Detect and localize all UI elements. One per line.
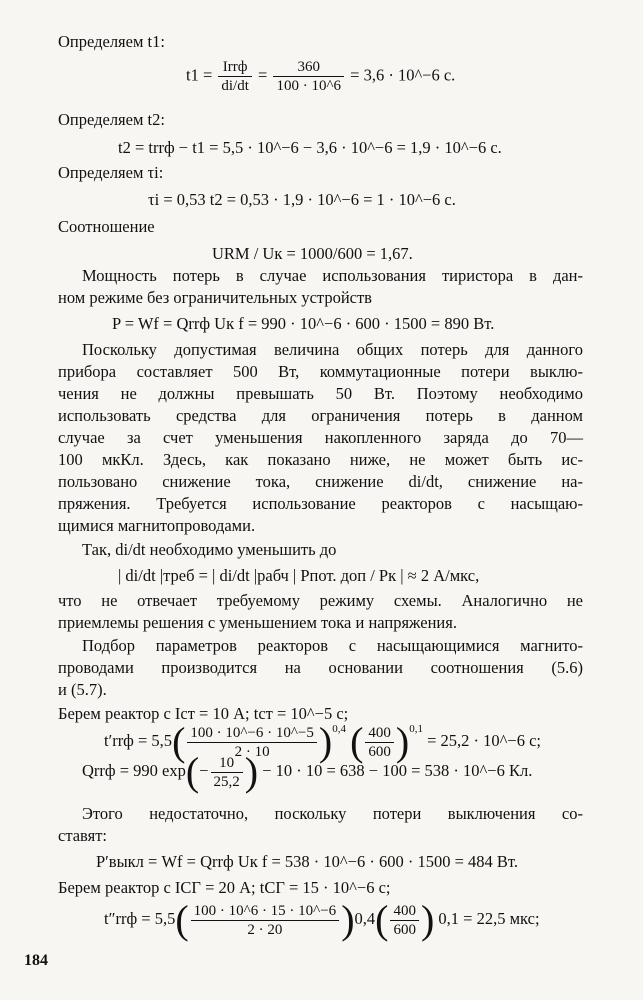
- paragraph-line: Подбор параметров реакторов с насыщающимися магнито-: [82, 636, 583, 655]
- paragraph-line: пряжения. Требуется использование реакторов с насыщаю-: [58, 494, 583, 513]
- paragraph-line: Этого недостаточно, поскольку потери выключения со-: [82, 804, 583, 823]
- paragraph-line: приемлемы решения с уменьшением тока и напряжения.: [58, 613, 457, 632]
- paragraph-line: щимися магнитопроводами.: [58, 516, 256, 535]
- text-line: Соотношение: [58, 217, 155, 236]
- fraction: $\frac{\text{Irrф}}{di/dt}$: [218, 58, 252, 95]
- fraction: $\frac{10}{25,2}$: [211, 754, 243, 791]
- formula-t1: t1 = $\frac{\text{Irrф}}{di/dt}$ = $\frac{360}{100 \cdot 10\^{}6}$ = 3,6 · 10^−6 c.: [186, 59, 456, 94]
- page-number: 184: [24, 952, 48, 969]
- paragraph-line: Поскольку допустимая величина общих потерь для данного: [82, 340, 583, 359]
- formula-qrr: Qrrф = 990 exp(− $\frac{10}{25,2}$ ) − 10 · 10 = 638 − 100 = 538 · 10^−6 Кл.: [82, 749, 533, 795]
- fraction: $\frac{400}{600}$: [365, 724, 394, 761]
- text-line: Берем реактор с Iст = 10 А; tст = 10^−5 с;: [58, 704, 349, 723]
- text-line: Так, di/dt необходимо уменьшить до: [82, 540, 337, 559]
- formula-part: t1 =: [186, 65, 213, 85]
- fraction: $\frac{100 \cdot 10\^{}-6 \cdot 10\^{}-5}{2 \cdot 10}$: [187, 724, 317, 761]
- formula-poff: P′выкл = Wf = Qrrф Uк f = 538 · 10^−6 · 600 · 1500 = 484 Вт.: [96, 852, 518, 871]
- paragraph-line: пользовано снижение тока, снижение di/dt, снижение на-: [58, 472, 583, 491]
- paragraph-line: 100 мкКл. Здесь, как показано ниже, не может быть ис-: [58, 450, 583, 469]
- paragraph-line: использовать средства для ограничения потерь в данном: [58, 406, 583, 425]
- fraction: $\frac{360}{100 \cdot 10\^{}6}$: [273, 58, 344, 95]
- paragraph-line: случае за счет уменьшения накопленного заряда до 70—: [58, 428, 583, 447]
- text-line: Определяем τi:: [58, 163, 164, 182]
- paragraph-line: ставят:: [58, 826, 108, 845]
- formula-trr1: t′rrф = 5,5( $\frac{100 \cdot 10\^{}-6 \cdot 10\^{}-5}{2 \cdot 10}$ )$^{0,4}$ ( $\frac{400}{600}$ )$^{0,1}$ = 25,2 · 10^−6 с;: [104, 719, 542, 765]
- paragraph-line: чения не должны превышать 50 Вт. Поэтому необходимо: [58, 384, 583, 403]
- paragraph-line: проводами производится на основании соотношения (5.6): [58, 658, 583, 677]
- paragraph-line: Мощность потерь в случае использования тиристора в дан-: [82, 266, 583, 285]
- formula-part: = 3,6 · 10^−6 c.: [350, 65, 456, 85]
- paragraph-line: и (5.7).: [58, 680, 107, 699]
- formula-power: P = Wf = Qrrф Uк f = 990 · 10^−6 · 600 · 1500 = 890 Вт.: [112, 314, 495, 333]
- formula-trr2: t″rrф = 5,5( $\frac{100 \cdot 10\^{}6 \cdot 15 \cdot 10\^{}-6}{2 \cdot 20}$ )0,4( $\frac{400}{600}$ ) 0,1 = 22,5 мкс;: [104, 897, 540, 943]
- text-line: Определяем t1:: [58, 32, 165, 51]
- text-line: Определяем t2:: [58, 110, 165, 129]
- formula-ratio: URM / Uк = 1000/600 = 1,67.: [212, 244, 413, 263]
- formula-tau: τi = 0,53 t2 = 0,53 · 1,9 · 10^−6 = 1 · 10^−6 c.: [148, 190, 456, 209]
- fraction: $\frac{100 \cdot 10\^{}6 \cdot 15 \cdot 10\^{}-6}{2 \cdot 20}$: [191, 902, 340, 939]
- paragraph-line: прибора составляет 500 Вт, коммутационные потери выклю-: [58, 362, 583, 381]
- paragraph-line: что не отвечает требуемому режиму схемы. Аналогично не: [58, 591, 583, 610]
- formula-t2: t2 = trrф − t1 = 5,5 · 10^−6 − 3,6 · 10^−6 = 1,9 · 10^−6 c.: [118, 138, 502, 157]
- formula-didt: | di/dt |треб = | di/dt |рабч | Pпот. доп / Pк | ≈ 2 А/мкс,: [118, 566, 480, 585]
- fraction: $\frac{400}{600}$: [390, 902, 419, 939]
- text-line: Берем реактор с IСГ = 20 А; tСГ = 15 · 10^−6 с;: [58, 878, 391, 897]
- paragraph-line: ном режиме без ограничительных устройств: [58, 288, 372, 307]
